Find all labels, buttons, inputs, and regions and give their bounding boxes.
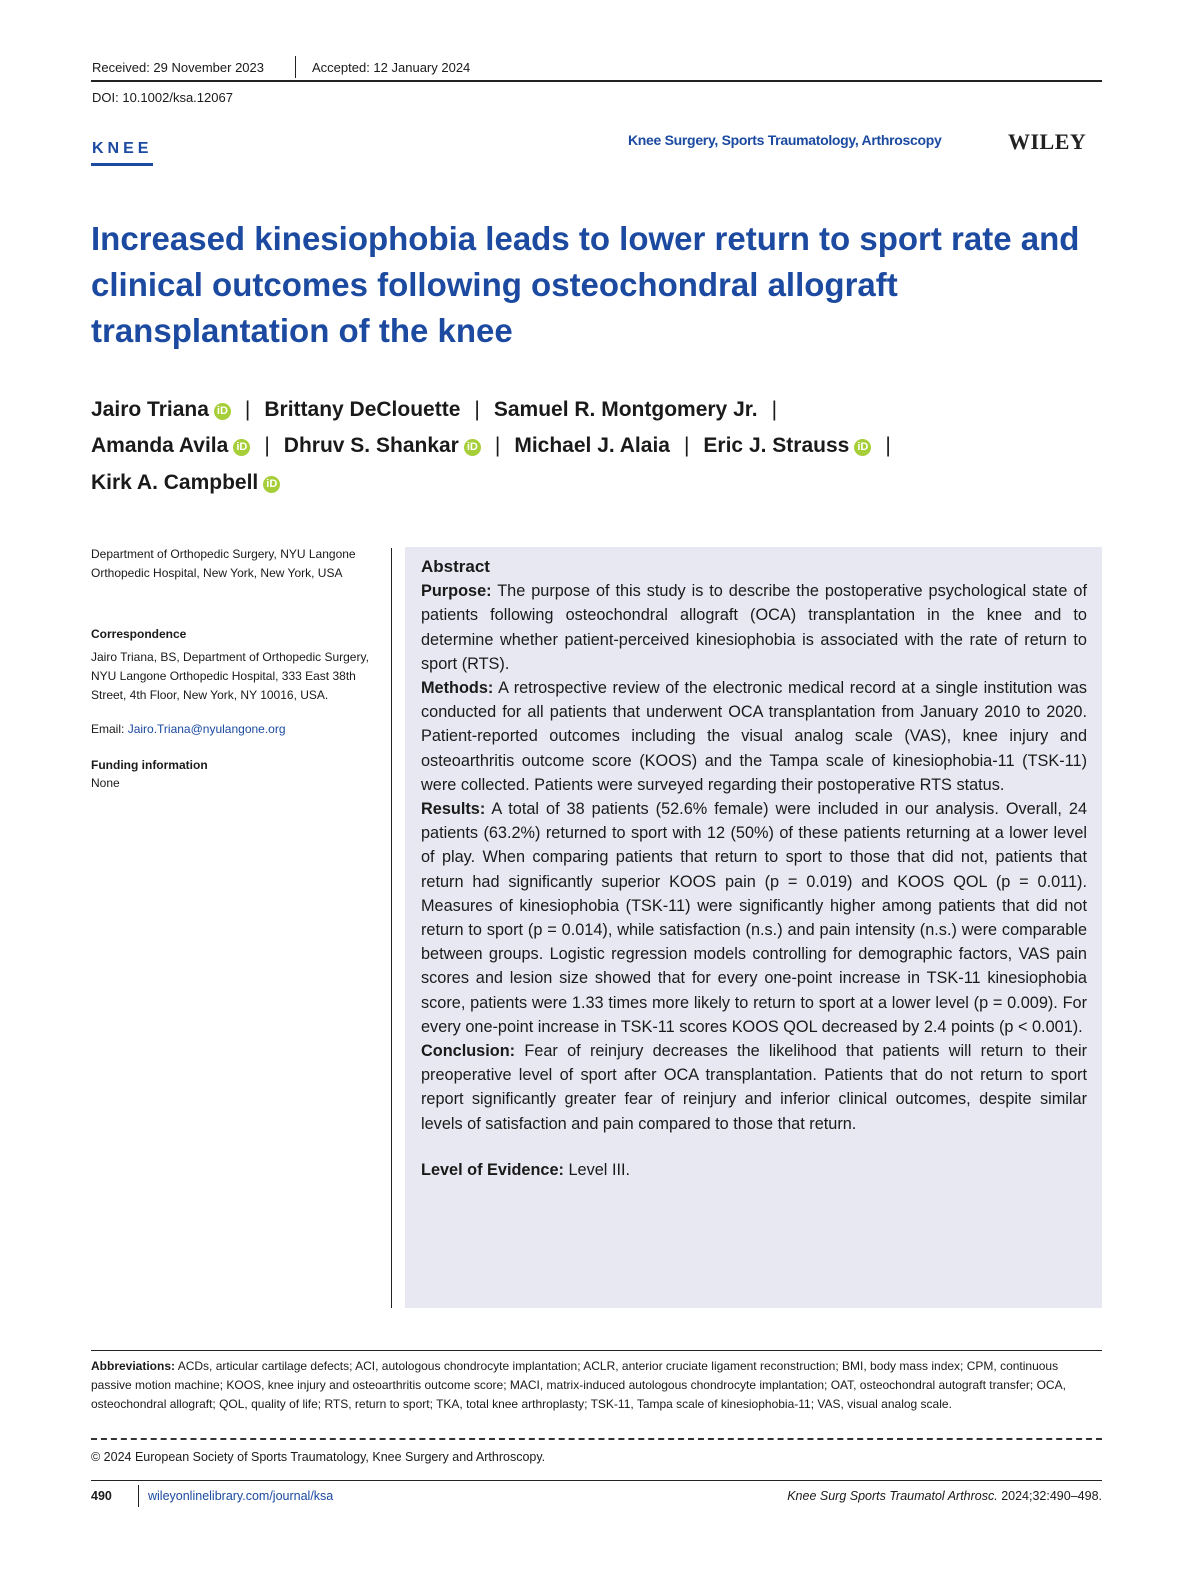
dashed-rule	[91, 1438, 1102, 1440]
doi: DOI: 10.1002/ksa.12067	[92, 90, 233, 105]
purpose-label: Purpose:	[421, 582, 492, 601]
email-label: Email:	[91, 722, 125, 736]
author-name[interactable]: Brittany DeClouette	[264, 398, 461, 421]
abbreviations-text: ACDs, articular cartilage defects; ACI, autologous chondrocyte implantation; ACLR, anterior cruciate ligament reconstruction; BMI, body mass index; CPM, continuous passive motion machine; KOOS, knee injury and osteoarthritis outcome score; MACI, matrix-induced autologous chondrocyte implantation; OAT, osteochondral autograft transfer; OCA, osteochondral allograft; QOL, quality of life; RTS, return to sport; TKA, total knee arthroplasty; TSK-11, Tampa scale of kinesiophobia-11; VAS, visual analog scale.	[91, 1359, 1066, 1411]
abstract-results	[421, 797, 1087, 1039]
orcid-icon[interactable]: iD	[263, 476, 280, 493]
author-separator: |	[771, 398, 778, 421]
methods-text: A retrospective review of the electronic medical record at a single institution was conducted for all patients that underwent OCA transplantation from January 2010 to 2020. Patient-reported outcomes including the visual analog scale (VAS), knee injury and osteoarthritis outcome score (KOOS) and the Tampa scale of kinesiophobia-11 (TSK-11) were collected. Patients were surveyed regarding their postoperative RTS status.	[421, 679, 1088, 794]
header-divider	[295, 56, 296, 78]
abstract	[421, 555, 1087, 1182]
section-label: KNEE	[92, 140, 153, 157]
orcid-icon[interactable]: iD	[464, 439, 481, 456]
top-rule	[91, 80, 1102, 82]
author-line-3	[91, 471, 280, 495]
author-name[interactable]: Samuel R. Montgomery Jr.	[493, 398, 758, 421]
affiliation: Department of Orthopedic Surgery, NYU Langone Orthopedic Hospital, New York, New York, USA	[91, 547, 356, 580]
citation-journal: Knee Surg Sports Traumatol Arthrosc.	[787, 1489, 998, 1503]
level-of-evidence	[421, 1158, 1087, 1182]
abstract-conclusion	[421, 1039, 1087, 1136]
received-date: Received: 29 November 2023	[92, 60, 264, 75]
results-text: A total of 38 patients (52.6% female) were included in our analysis. Overall, 24 patients (63.2%) returned to sport with 12 (50%) of these patients returning at a lower level of play. When comparing patients that return to sport to those that did not, patients that return had significantly superior KOOS pain (p = 0.019) and KOOS QOL (p = 0.011). Measures of kinesiophobia (TSK-11) were significantly higher among patients that did not return to sport (p = 0.014), while satisfaction (n.s.) and pain intensity (n.s.) were comparable between groups. Logistic regression models controlling for demographic factors, VAS pain scores and lesion size showed that for every one-point increase in TSK-11 kinesiophobia score, patients were 1.33 times more likely to return to sport at a lower level (p = 0.009). For every one-point increase in TSK-11 scores KOOS QOL decreased by 2.4 points (p < 0.001).	[421, 800, 1087, 1036]
author-separator: |	[683, 434, 690, 457]
author-name[interactable]: Kirk A. Campbell	[91, 471, 259, 494]
orcid-icon[interactable]: iD	[233, 439, 250, 456]
author-separator: |	[244, 398, 251, 421]
results-label: Results:	[421, 800, 486, 819]
orcid-icon[interactable]: iD	[214, 403, 231, 420]
author-name[interactable]: Michael J. Alaia	[514, 434, 670, 457]
purpose-text: The purpose of this study is to describe the postoperative psychological state of patients following osteochondral allograft (OCA) transplantation in the knee and to determine whether patient-perceived kinesiophobia is associated with the rate of return to sport (RTS).	[421, 582, 1087, 673]
author-name[interactable]: Dhruv S. Shankar	[283, 434, 459, 457]
citation	[740, 1489, 1102, 1503]
funding-body: None	[91, 776, 120, 790]
author-name[interactable]: Jairo Triana	[91, 398, 209, 421]
conclusion-text: Fear of reinjury decreases the likelihood that patients will return to their preoperative level of sport after OCA transplantation. Patients that do not return to sport report significantly greater fear of reinjury and inferior clinical outcomes, despite similar levels of satisfaction and pain compared to those that return.	[421, 1042, 1087, 1133]
correspondence-body: Jairo Triana, BS, Department of Orthopedic Surgery, NYU Langone Orthopedic Hospital, 333 East 38th Street, 4th Floor, New York, NY 10016, USA.	[91, 650, 369, 702]
abstract-purpose	[421, 579, 1087, 676]
bottom-rule	[91, 1480, 1102, 1481]
abbreviations-rule	[91, 1350, 1102, 1351]
abbreviations	[91, 1357, 1102, 1414]
author-name[interactable]: Eric J. Strauss	[703, 434, 850, 457]
column-divider	[391, 548, 392, 1308]
publisher-logo: WILEY	[1008, 129, 1087, 154]
footer-divider	[138, 1485, 139, 1507]
author-separator: |	[474, 398, 480, 421]
citation-volume: 2024;32:490–498.	[1001, 1489, 1102, 1503]
author-line-2	[91, 434, 905, 458]
email-line	[91, 720, 286, 739]
loe-value: Level III.	[568, 1160, 631, 1179]
page-number: 490	[91, 1489, 112, 1503]
section-underline	[91, 163, 153, 166]
abstract-heading: Abstract	[421, 557, 490, 576]
abbreviations-label: Abbreviations:	[91, 1359, 176, 1373]
author-line-1	[91, 398, 791, 422]
loe-label: Level of Evidence:	[421, 1160, 564, 1179]
conclusion-label: Conclusion:	[421, 1042, 516, 1061]
author-separator: |	[494, 434, 501, 457]
journal-url-link[interactable]: wileyonlinelibrary.com/journal/ksa	[148, 1489, 334, 1503]
article-title: Increased kinesiophobia leads to lower return to sport rate and clinical outcomes following osteochondral allograft transplantation of the knee	[91, 220, 1080, 349]
author-separator: |	[264, 434, 270, 457]
funding-heading: Funding information	[91, 758, 208, 772]
abstract-methods	[421, 676, 1087, 797]
email-link[interactable]: Jairo.Triana@nyulangone.org	[127, 722, 286, 736]
orcid-icon[interactable]: iD	[854, 439, 871, 456]
correspondence-heading: Correspondence	[91, 627, 187, 641]
accepted-date: Accepted: 12 January 2024	[312, 60, 471, 75]
methods-label: Methods:	[421, 679, 494, 698]
author-separator: |	[885, 434, 891, 457]
journal-name[interactable]: Knee Surgery, Sports Traumatology, Arthroscopy	[628, 132, 942, 148]
copyright: © 2024 European Society of Sports Traumatology, Knee Surgery and Arthroscopy.	[91, 1450, 546, 1464]
author-name[interactable]: Amanda Avila	[91, 434, 229, 457]
